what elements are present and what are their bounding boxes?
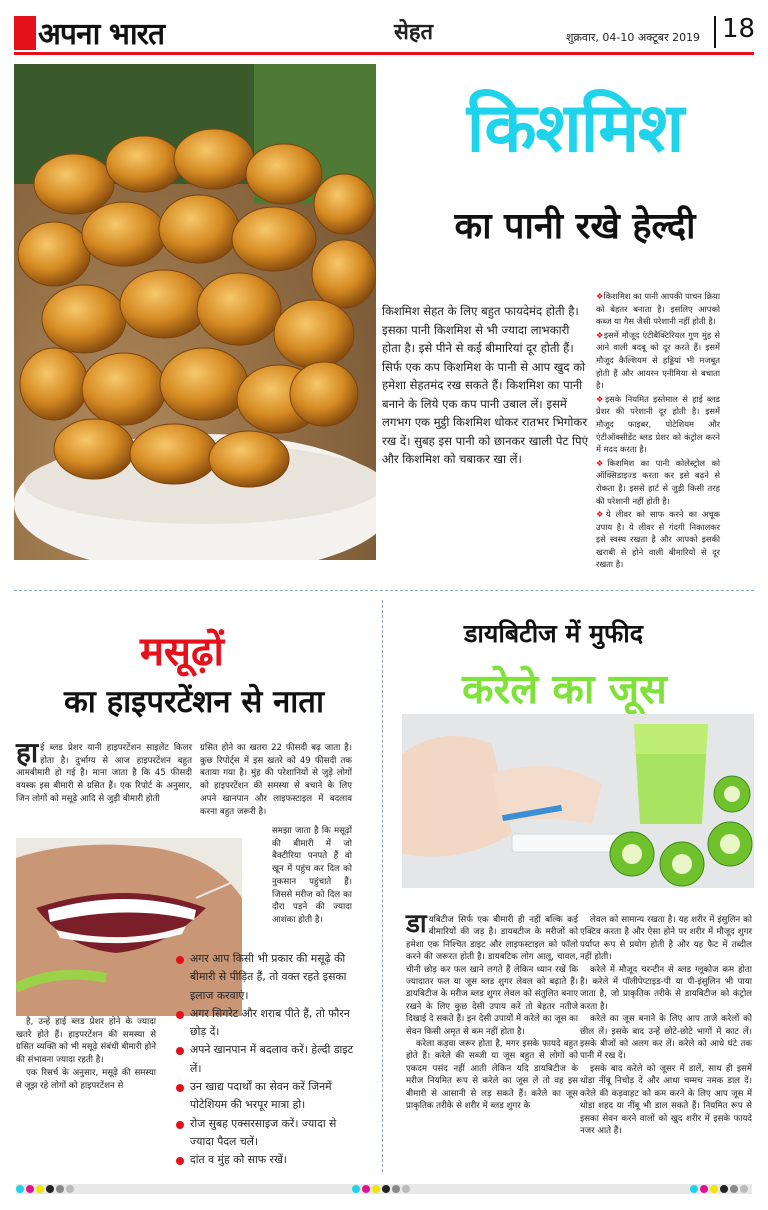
- registration-dot: [382, 1185, 390, 1193]
- story-text: समझा जाता है कि मसूढ़ों की बीमारी में जो बैक्टीरिया पनपते हैं वो खून में पहुंच कर दिल को नुकसान पहुंचाते हैं। जिससे मरीज को दिल का दौरा पड़ने की ज्यादा आशंका होती है।: [272, 826, 352, 925]
- story-text: है, उन्हें हाई ब्लड प्रेशर होने के ज्यादा खतरे होते हैं। हाइपरटेंशन की समस्या से ग्रसित व्यक्ति को भी मसूढ़े संबंधी बीमारी होने की संभावना ज्यादा रहती है। एक रिसर्च के अनुसार, मसूढ़े की समस्या से जूझ रहे लोगों को हाइपरटेंशन से: [16, 1017, 156, 1091]
- registration-dot: [26, 1185, 34, 1193]
- registration-dot: [36, 1185, 44, 1193]
- registration-dot: [730, 1185, 738, 1193]
- tip-item: उन खाद्य पदार्थों का सेवन करें जिनमें पोटेशियम की भरपूर मात्रा हो।: [176, 1078, 362, 1115]
- registration-dot: [740, 1185, 748, 1193]
- section-divider: [14, 590, 754, 591]
- registration-dot: [690, 1185, 698, 1193]
- story-subtitle: का पानी रखे हेल्दी: [454, 206, 696, 247]
- story-text: ग्रसित होने का खतरा 22 फीसदी बढ़ जाता है। कुछ रिपोर्ट्स में इस खतरे को 49 फीसदी तक बताया गया है। मुंह की परेशानियों से जुड़े लोगों को हाइपरटेंशन की समस्या से बचाने के लिए अपने खानपान और लाइफस्टाइल में बदलाव करना बहुत जरूरी है।: [200, 743, 352, 817]
- page-number: 18: [722, 14, 756, 44]
- story-points: [596, 290, 720, 572]
- issue-date: शुक्रवार, 04-10 अक्टूबर 2019: [566, 31, 701, 44]
- bitter-gourd-juice-photo: [402, 714, 754, 888]
- color-registration-marks: [16, 1185, 74, 1193]
- color-registration-marks: [690, 1185, 748, 1193]
- registration-dot: [720, 1185, 728, 1193]
- story-subtitle: करेले का जूस: [462, 665, 667, 713]
- story-title: डायबिटीज में मुफीद: [464, 619, 644, 648]
- registration-dot: [352, 1185, 360, 1193]
- tips-list: [176, 950, 362, 1170]
- point-item: ❖इसमें मौजूद एंटीबैक्टिरियल गुण मुंह से आने वाली बदबू को दूर करते हैं। इसमें मौजूद कैल्शियम से हड्डियां भी मजबूत होती हैं और आयरन एनीमिया से बचाता है।: [596, 329, 720, 391]
- story-title: किशमिश: [466, 89, 684, 168]
- story-text: डायबिटीज सिर्फ एक बीमारी ही नहीं बल्कि कई बीमारियों की जड़ है। डायबटीज के मरीजों को हमेशा एक निश्चित डाइट और लाइफस्टाइल को फॉलो करने की जरूरत होती है। डायबटिक लोग आलू, चावल, चीनी छोड़ कर फल खाने लगते हैं लेकिन ध्यान रखें कि ज्यादातर फल या जूस ब्लड शुगर लेवल को बढ़ाते हैं। डायबिटीज के मरीज ब्लड शुगर लेवल को संतुलित बनाए रखने के लिए कुछ देसी उपाय करें तो बेहतर नतीजे दिखाई दे सकते हैं। इन देसी उपायों में करेले का जूस का सेवन किसी अमृत से कम नहीं होता है। करेला कड़वा जरूर होता है, मगर इसके फायदे बहुत होते हैं। करेले की सब्जी या जूस बहुत से लोगों को एकदम पसंद नहीं आती लेकिन यदि डायबिटीज के मरीज नियमित रूप से करेले का जूस लें तो वह इस बीमारी से आसानी से लड़ सकते हैं। करेले का जूस प्राकृतिक तरीके से शरीर में ब्लड शुगर के: [406, 909, 578, 1112]
- registration-dot: [710, 1185, 718, 1193]
- story-intro: किशमिश सेहत के लिए बहुत फायदेमंद होती है। इसका पानी किशमिश से भी ज्यादा लाभकारी होता है। इसे पीने से कई बीमारियां दूर होती हैं। सिर्फ एक कप किशमिश के पानी से आप खुद को हमेशा सेहतमंद रख सकते हैं। किशमिश का पानी बनाने के लिये एक कप पानी उबाल लें। इसमें लगभग एक मुट्ठी किशमिश धोकर रातभर भिगोकर रख दें। सुबह इस पानी को छानकर खाली पेट पिएं और किशमिश को चबाकर खा लें।: [382, 304, 589, 466]
- tip-item: रोज सुबह एक्सरसाइज करें। ज्यादा से ज्यादा पैदल चलें।: [176, 1115, 362, 1152]
- story-text: हाई ब्लड प्रेशर यानी हाइपरटेंशन साइलेंट किलर होता है। दुर्भाग्य से आज हाइपरटेंशन बहुत आमबीमारी हो गई है। माना जाता है कि 45 फीसदी वयस्क इस बीमारी से ग्रसित हैं। एक रिपोर्ट के अनुसार, जिन लोगों को मसूढ़े आदि से जुड़ी बीमारी होती: [16, 736, 192, 804]
- registration-dot: [372, 1185, 380, 1193]
- registration-dot: [392, 1185, 400, 1193]
- registration-dot: [46, 1185, 54, 1193]
- raisin-bowl-photo: [14, 64, 376, 560]
- tip-item: अगर सिगरेट और शराब पीते हैं, तो फौरन छोड़ दें।: [176, 1005, 362, 1042]
- tip-item: अपने खानपान में बदलाव करें। हेल्दी डाइट लें।: [176, 1041, 362, 1078]
- point-item: ❖इसके नियमित इस्तेमाल से हाई ब्लड प्रेशर की परेशानी दूर होती है। इसमें मौजूद फाइबर, पोटेशियम और एंटीऑक्सीडेंट ब्लड प्रेशर को कंट्रोल करने में मदद करता है।: [596, 393, 720, 455]
- registration-dot: [66, 1185, 74, 1193]
- story-text: लेवल को सामान्य रखता है। यह शरीर में इंसुलिन को एक्टिव करता है और ऐसा होने पर शरीर में मौजूद शुगर पर्याप्त रूप से प्रयोग होती है और यह फैट में तब्दील नहीं होती। करेले में मौजूद चरन्टीन से ब्लड ग्लूकोज कम होता है। करेले में पॉलीपेप्टाइड-पी या पी-इंसुलिन भी पाया जाता है, जो प्राकृतिक तरीके से डायबिटीज को कंट्रोल करता है। करेले का जूस बनाने के लिए आप ताजे करेलों को छील लें। इसके बाद उन्हें छोटे-छोटे भागों में काट लें। इसके बीजों को अलग कर लें। करेले को आधे घंटे तक पानी में रख दें। इसके बाद करेले को जूसर में डालें, साथ ही इसमें थोड़ा नींबू निचोड़ दें और आधा चम्मच नमक डाल दें। करेले की कड़वाहट को कम करने के लिए आप जूस में थोड़ा शहद या नींबू भी डाल सकते हैं। नियमित रूप से इसका सेवन करने वालों को खुद शरीर में इसके फायदे नजर आते हैं।: [580, 915, 752, 1136]
- masthead-bar: [14, 16, 36, 50]
- point-item: ❖किशमिश का पानी कोलेस्ट्रोल को ऑक्सिडाइज्ड करता कर इसे बढ़ने से रोकता है। इससे हार्ट से जुड़ी किसी तरह की परेशानी नहीं होती है।: [596, 457, 720, 506]
- registration-dot: [16, 1185, 24, 1193]
- juice-illustration: [402, 714, 754, 888]
- column-divider: [382, 600, 383, 1172]
- raisin-illustration: [14, 64, 376, 560]
- newspaper-logo: अपना भारत: [38, 17, 165, 52]
- masthead-divider: [714, 16, 716, 48]
- point-item: ❖ये लीवर को साफ करने का अचूक उपाय है। ये लीवर से गंदगी निकालकर इसे स्वस्थ रखता है और आपको इसकी खराबी से होने वाली बीमारियों से दूर रखता है।: [596, 509, 720, 570]
- tip-item: अगर आप किसी भी प्रकार की मसूढ़े की बीमारी से पीड़ित हैं, तो वक्त रहते इसका इलाज करवाएं।: [176, 950, 362, 1005]
- point-item: ❖किशमिश का पानी आपकी पाचन क्रिया को बेहतर बनाता है। इसलिए आपको कब्ज या गैस जैसी परेशानी नहीं होती है।: [596, 291, 720, 327]
- registration-dot: [362, 1185, 370, 1193]
- story-subtitle: का हाइपरटेंशन से नाता: [64, 684, 325, 720]
- story-title: मसूढ़ों: [140, 629, 224, 675]
- color-registration-marks: [352, 1185, 410, 1193]
- registration-dot: [700, 1185, 708, 1193]
- masthead-rule: [14, 52, 754, 55]
- section-title: सेहत: [394, 20, 434, 45]
- registration-dot: [56, 1185, 64, 1193]
- registration-dot: [402, 1185, 410, 1193]
- drop-cap: डा: [406, 909, 427, 939]
- drop-cap: हा: [16, 736, 39, 769]
- tip-item: दांत व मुंह को साफ रखें।: [176, 1151, 362, 1169]
